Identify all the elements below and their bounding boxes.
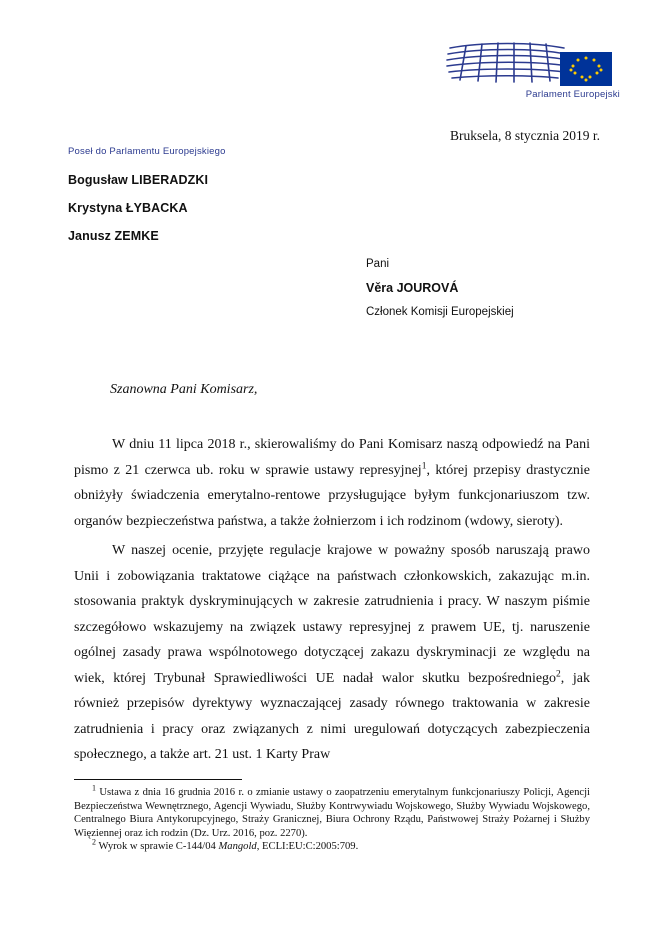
body-paragraph-2-pre: W naszej ocenie, przyjęte regulacje krajowe w poważny sposób naruszają prawo Unii i zobowiązania traktatowe ciążące na państwach członkowskich, zakazując m.in. stosowania praktyk dyskryminujących w zakresie zatrudnienia i pracy. W naszym piśmie szczegółowo wskazujemy na związek ustawy represyjnej z prawem UE, tj. naruszenie ogólnej zasady prawa wspólnotowego dotyczącej zakazu dyskryminacji ze względu na wiek, której Trybunał Sprawiedliwości UE nadał walor skutku bezpośredniego [74,543,590,686]
footnote-2 [74,837,590,854]
footnote-2-mark: 2 [92,837,96,847]
logo-caption: Parlament Europejski [525,89,620,100]
body-paragraph-1-pre: W dniu 11 lipca 2018 r., skierowaliśmy do Pani Komisarz naszą odpowiedź na Pani pismo z 21 czerwca ub. roku w sprawie ustawy represyjnej [74,437,590,478]
addressee-block [366,258,626,318]
addressee-name: Věra JOUROVÁ [366,281,459,295]
footnote-separator [74,779,242,780]
footnote-2-case-name: Mangold [218,841,257,853]
body-paragraph-2 [74,538,590,768]
sender-name-3: Janusz ZEMKE [68,229,159,243]
footnote-1-mark: 1 [92,783,96,793]
letter-body [74,432,590,772]
sender-name-1: Bogusław LIBERADZKI [68,173,209,187]
header-logo-block [432,40,622,100]
place-and-date: Bruksela, 8 stycznia 2019 r. [450,128,600,143]
greeting-line: Szanowna Pani Komisarz, [110,382,258,397]
footnote-ref-1: 1 [421,460,427,471]
body-paragraph-2-post: , jak również przepisów dyrektywy wyznaczającej zasady równego traktowania w zakresie zatrudnienia i pracy oraz związanych z nimi uregulowań dotyczących zabezpieczenia społecznego, a także art. 21 ust. 1 Karty Praw [74,670,590,762]
body-paragraph-1-post: , której przepisy drastycznie obniżyły świadczenia emerytalno-rentowe przysługujące byłym funkcjonariuszom tzw. organów bezpieczeństwa państwa, a także żołnierzom i ich rodzinom (wdowy, sieroty). [74,462,591,529]
addressee-title: Członek Komisji Europejskiej [366,306,514,318]
addressee-salutation: Pani [366,258,390,270]
footnote-ref-2: 2 [556,668,561,679]
footnote-1 [74,783,590,840]
european-parliament-logo-icon [442,40,622,86]
sender-role: Poseł do Parlamentu Europejskiego [68,146,226,157]
body-paragraph-1 [74,432,590,534]
footnote-2-text-pre: Wyrok w sprawie C-144/04 [98,841,219,853]
sender-name-2: Krystyna ŁYBACKA [68,201,188,215]
footnote-block [74,783,590,854]
sender-block [68,146,348,257]
footnote-2-text-post: , ECLI:EU:C:2005:709. [256,841,359,853]
footnote-1-text: Ustawa z dnia 16 grudnia 2016 r. o zmianie ustawy o zaopatrzeniu emerytalnym funkcjonariuszy Policji, Agencji Bezpieczeństwa Wewnętrznego, Agencji Wywiadu, Służby Kontrwywiadu Wojskowego, Służby Wywiadu Wojskowego, Centralnego Biura Antykorupcyjnego, Straży Granicznej, Biura Ochrony Rządu, Państwowej Straży Pożarnej i Służby Więziennej oraz ich rodzin (Dz. Urz. 2016, poz. 2270). [74,787,590,839]
